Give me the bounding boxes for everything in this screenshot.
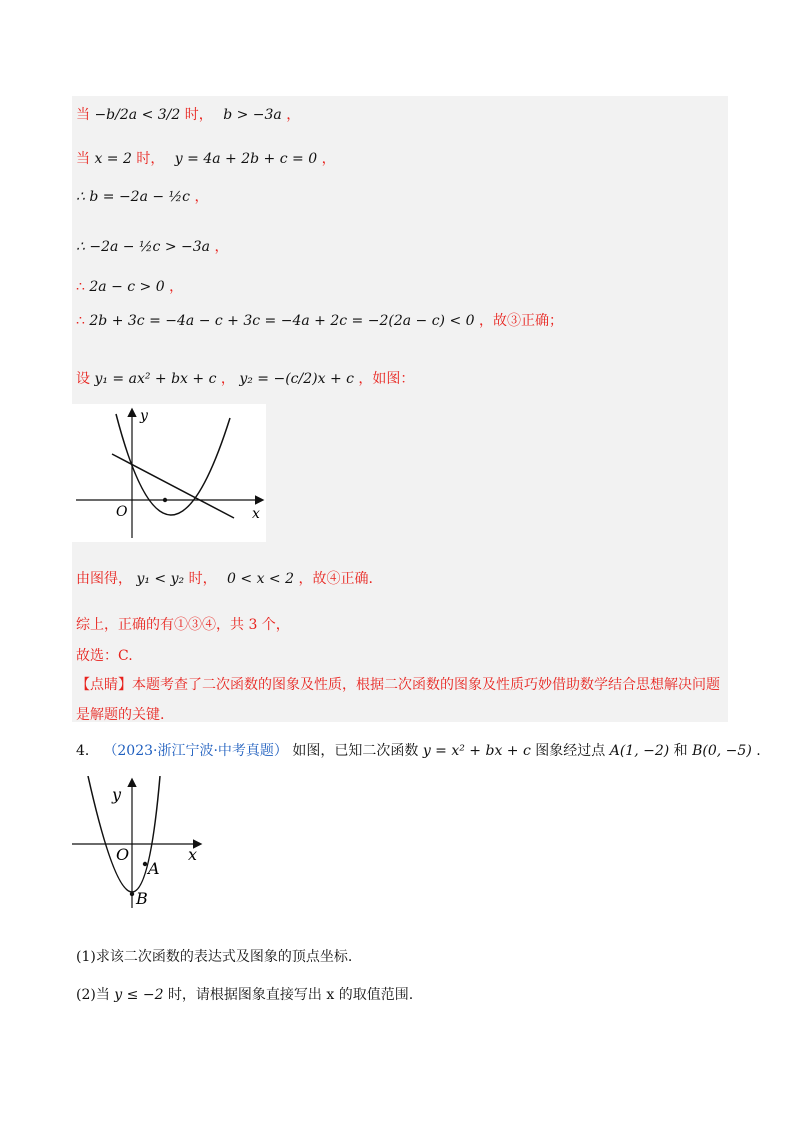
graph-svg [72, 776, 212, 910]
formula: 2b + 3c = −4a − c + 3c = −4a + 2c = −2(2a − c) < 0 [89, 313, 475, 329]
solution-line-5 [76, 276, 183, 296]
y-label: y [140, 408, 148, 424]
axis-point [163, 498, 167, 502]
origin-label: O [116, 504, 128, 520]
text: . [756, 743, 761, 759]
text: (2)当 [76, 987, 110, 1003]
solution-line-3 [76, 186, 208, 206]
formula-y1: y₁ = ax² + bx + c [94, 371, 217, 387]
text: ，故④正确. [298, 571, 373, 587]
y-label: y [112, 785, 122, 804]
text: 图象经过点 [535, 743, 606, 759]
question-number: 4． [76, 743, 99, 759]
function-formula: y = x² + bx + c [422, 743, 531, 759]
text: 时， [184, 107, 213, 123]
text: ， [169, 279, 184, 295]
solution-line-2 [76, 148, 336, 168]
text: ，故③正确； [479, 313, 563, 329]
figure-parabola-line [72, 404, 266, 542]
formula-y2: y₂ = −(c/2)x + c [239, 371, 354, 387]
b-label: B [136, 889, 148, 908]
text: ， [194, 189, 209, 205]
note-line-1: 【点睛】本题考查了二次函数的图象及性质，根据二次函数的图象及性质巧妙借助数学结合思想解决问题 [76, 677, 720, 693]
text: ， [220, 371, 235, 387]
condition-formula: y₁ < y₂ [136, 571, 185, 587]
point-b-marker [130, 892, 134, 896]
figure-question-parabola [72, 776, 212, 910]
a-label: A [148, 859, 160, 878]
text: 由图得， [76, 571, 132, 587]
point-a: A(1, −2) [609, 743, 670, 759]
formula: ∴ b = −2a − ½c [76, 189, 190, 205]
formula: ∴ −2a − ½c > −3a [76, 239, 210, 255]
solution-line-10: 故选：C. [76, 648, 133, 664]
question-4-stem [76, 740, 761, 760]
question-source: （2023·浙江宁波·中考真题） [103, 743, 288, 759]
text: 当 [76, 151, 90, 167]
text: 时， [188, 571, 217, 587]
text: 时， [136, 151, 165, 167]
text: 时，请根据图象直接写出 x 的取值范围. [167, 987, 414, 1003]
solution-line-1 [76, 104, 300, 124]
question-part-2 [76, 984, 413, 1004]
graph-svg [72, 404, 266, 542]
formula: 2a − c > 0 [89, 279, 165, 295]
result-formula: y = 4a + 2b + c = 0 [174, 151, 318, 167]
condition-formula: x = 2 [94, 151, 132, 167]
text: ， [321, 151, 336, 167]
text: ，如图： [358, 371, 415, 387]
solution-line-9: 综上，正确的有①③④，共 3 个， [76, 617, 290, 633]
line-y2 [112, 454, 234, 518]
origin-label: O [116, 845, 130, 864]
x-label: x [188, 845, 198, 864]
text: 如图，已知二次函数 [292, 743, 419, 759]
x-label: x [252, 506, 260, 522]
question-part-1: (1)求该二次函数的表达式及图象的顶点坐标. [76, 949, 353, 965]
text: 设 [76, 371, 90, 387]
text: 当 [76, 107, 90, 123]
solution-line-8 [76, 568, 373, 588]
result-formula: 0 < x < 2 [227, 571, 295, 587]
condition-formula: y ≤ −2 [114, 987, 164, 1003]
condition-formula: −b/2a < 3/2 [94, 107, 181, 123]
solution-line-7 [76, 368, 414, 388]
therefore-symbol: ∴ [76, 313, 85, 329]
solution-line-4 [76, 236, 228, 256]
point-a-marker [143, 862, 147, 866]
note-line-2: 是解题的关键. [76, 707, 165, 723]
result-formula: b > −3a [223, 107, 282, 123]
text: 和 [673, 743, 688, 759]
therefore-symbol: ∴ [76, 279, 85, 295]
point-b: B(0, −5) [692, 743, 752, 759]
text: ， [286, 107, 301, 123]
solution-line-6 [76, 310, 563, 330]
text: ， [214, 239, 229, 255]
